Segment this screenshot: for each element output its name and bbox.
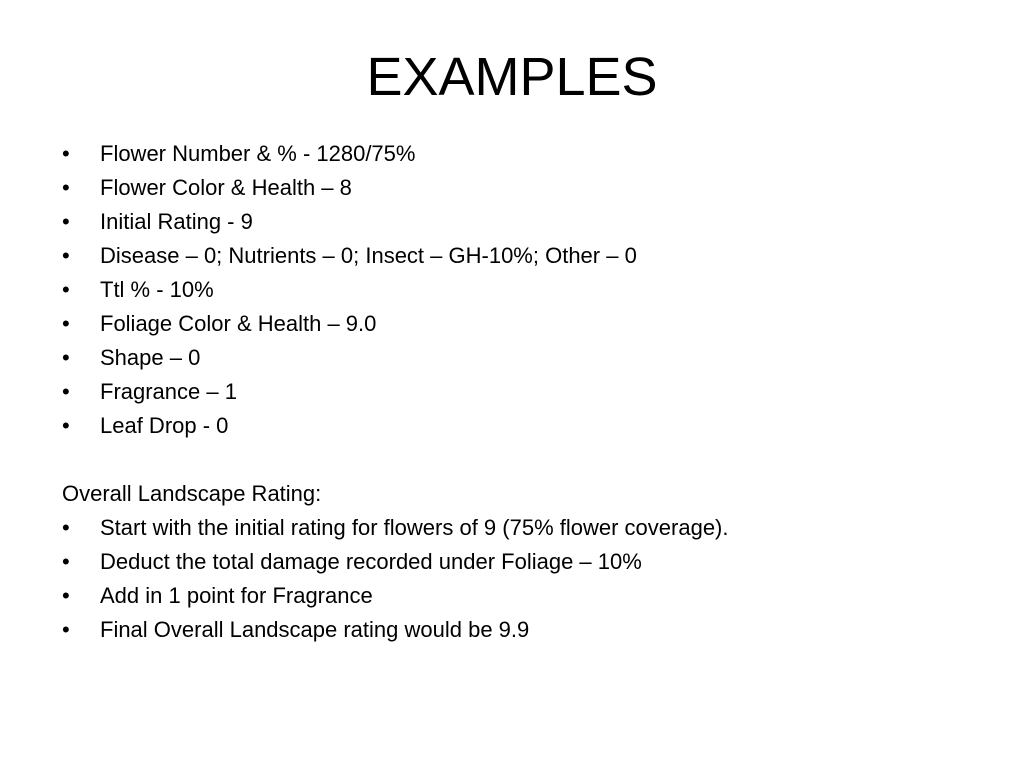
bullet-icon: • — [62, 175, 70, 200]
list-item-text: Final Overall Landscape rating would be 9.9 — [100, 617, 530, 642]
list-item-text: Disease – 0; Nutrients – 0; Insect – GH-10%; Other – 0 — [100, 243, 637, 268]
list-item — [62, 511, 962, 545]
bullet-icon: • — [62, 243, 70, 268]
list-item-text: Leaf Drop - 0 — [100, 413, 229, 438]
bullet-icon: • — [62, 549, 70, 574]
bullet-icon: • — [62, 345, 70, 370]
list-item — [62, 137, 962, 171]
slide-title: EXAMPLES — [366, 47, 658, 107]
list-item — [62, 239, 962, 273]
list-item — [62, 409, 962, 443]
slide-body — [62, 137, 962, 647]
spacer — [62, 443, 962, 477]
list-item — [62, 273, 962, 307]
bullet-icon: • — [62, 617, 70, 642]
bullet-icon: • — [62, 277, 70, 302]
list-item — [62, 579, 962, 613]
list-item-text: Fragrance – 1 — [100, 379, 237, 404]
list-item — [62, 341, 962, 375]
examples-list — [62, 137, 962, 443]
bullet-icon: • — [62, 311, 70, 336]
list-item — [62, 171, 962, 205]
list-item-text: Start with the initial rating for flowers of 9 (75% flower coverage). — [100, 515, 729, 540]
list-item-text: Ttl % - 10% — [100, 277, 214, 302]
bullet-icon: • — [62, 413, 70, 438]
list-item-text: Add in 1 point for Fragrance — [100, 583, 373, 608]
list-item — [62, 307, 962, 341]
list-item-text: Shape – 0 — [100, 345, 201, 370]
list-item-text: Flower Number & % - 1280/75% — [100, 141, 416, 166]
list-item — [62, 375, 962, 409]
list-item — [62, 545, 962, 579]
list-item — [62, 205, 962, 239]
bullet-icon: • — [62, 141, 70, 166]
list-item-text: Flower Color & Health – 8 — [100, 175, 352, 200]
bullet-icon: • — [62, 583, 70, 608]
bullet-icon: • — [62, 379, 70, 404]
bullet-icon: • — [62, 209, 70, 234]
rating-steps-list — [62, 511, 962, 647]
bullet-icon: • — [62, 515, 70, 540]
list-item-text: Foliage Color & Health – 9.0 — [100, 311, 377, 336]
list-item-text: Deduct the total damage recorded under Foliage – 10% — [100, 549, 642, 574]
section-heading: Overall Landscape Rating: — [62, 481, 322, 506]
list-item-text: Initial Rating - 9 — [100, 209, 253, 234]
list-item — [62, 613, 962, 647]
